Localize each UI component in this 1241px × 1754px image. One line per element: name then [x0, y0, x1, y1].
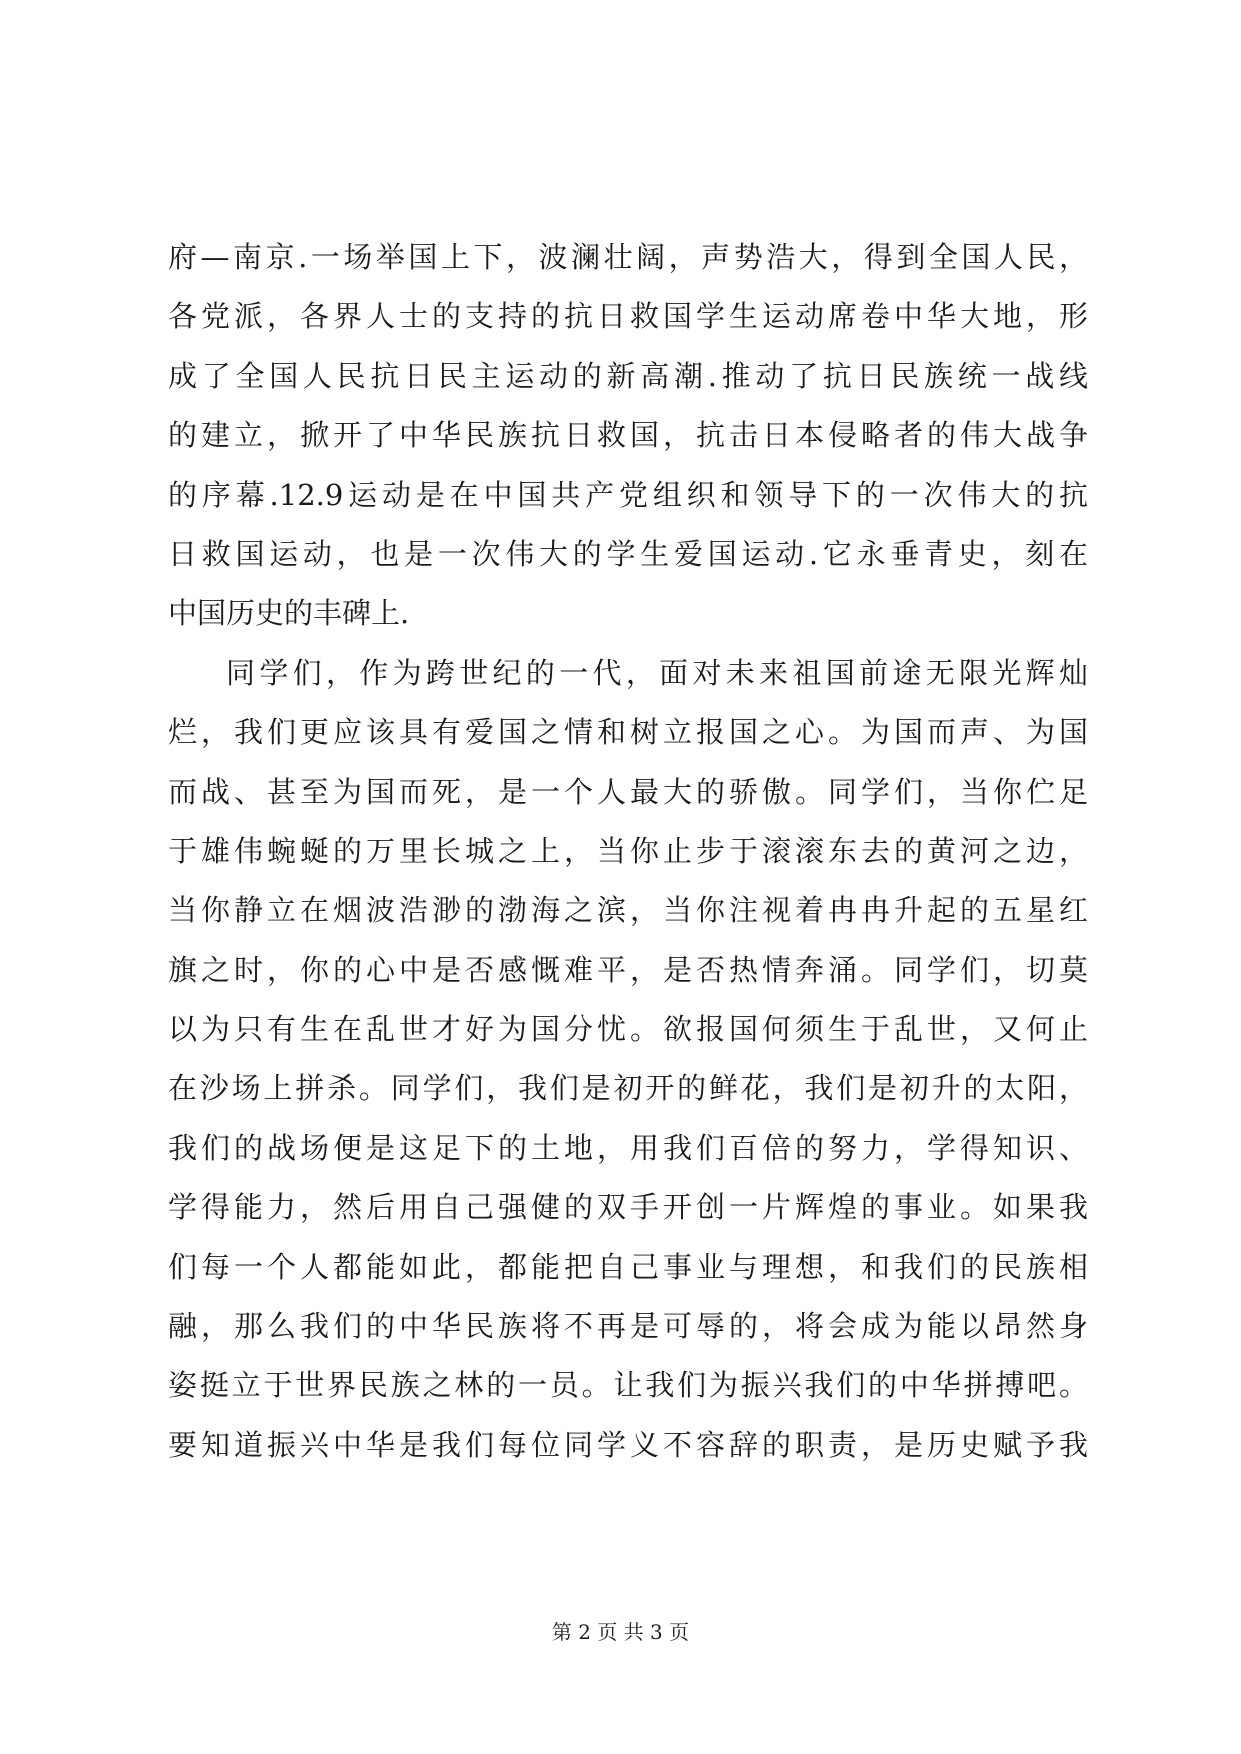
text-line: 当你静立在烟波浩渺的渤海之滨，当你注视着冉冉升起的五星红 — [168, 893, 1088, 928]
text-line: 而战、甚至为国而死，是一个人最大的骄傲。同学们，当你伫足 — [168, 774, 1088, 809]
text-line: 日救国运动，也是一次伟大的学生爱国运动.它永垂青史，刻在 — [168, 536, 1088, 571]
text-line: 们每一个人都能如此，都能把自己事业与理想，和我们的民族相 — [168, 1249, 1088, 1284]
text-line: 烂，我们更应该具有爱国之情和树立报国之心。为国而声、为国 — [168, 715, 1088, 750]
text-line: 要知道振兴中华是我们每位同学义不容辞的职责，是历史赋予我 — [168, 1427, 1088, 1462]
page-number-footer: 第 2 页 共 3 页 — [551, 1620, 690, 1644]
text-line: 府—南京.一场举国上下，波澜壮阔，声势浩大，得到全国人民， — [168, 240, 1088, 274]
text-line: 旗之时，你的心中是否感慨难平，是否热情奔涌。同学们，切莫 — [168, 952, 1088, 987]
text-line: 的序幕.12.9运动是在中国共产党组织和领导下的一次伟大的抗 — [168, 477, 1088, 512]
text-line: 在沙场上拼杀。同学们，我们是初开的鲜花，我们是初升的太阳， — [168, 1071, 1088, 1106]
text-line: 中国历史的丰碑上. — [168, 596, 410, 631]
text-line: 同学们，作为跨世纪的一代，面对未来祖国前途无限光辉灿 — [226, 655, 1088, 690]
text-line: 以为只有生在乱世才好为国分忧。欲报国何须生于乱世，又何止 — [168, 1012, 1088, 1047]
text-line: 于雄伟蜿蜒的万里长城之上，当你止步于滚滚东去的黄河之边， — [168, 833, 1088, 868]
text-line: 融，那么我们的中华民族将不再是可辱的，将会成为能以昂然身 — [168, 1309, 1088, 1344]
text-line: 姿挺立于世界民族之林的一员。让我们为振兴我们的中华拼搏吧。 — [168, 1368, 1088, 1403]
text-line: 各党派，各界人士的支持的抗日救国学生运动席卷中华大地，形 — [168, 299, 1088, 334]
text-line: 成了全国人民抗日民主运动的新高潮.推动了抗日民族统一战线 — [168, 358, 1088, 393]
text-line: 学得能力，然后用自己强健的双手开创一片辉煌的事业。如果我 — [168, 1190, 1088, 1225]
text-line: 的建立，掀开了中华民族抗日救国，抗击日本侵略者的伟大战争 — [168, 418, 1088, 453]
body-text — [168, 228, 1088, 1475]
text-line: 我们的战场便是这足下的土地，用我们百倍的努力，学得知识、 — [168, 1130, 1088, 1165]
